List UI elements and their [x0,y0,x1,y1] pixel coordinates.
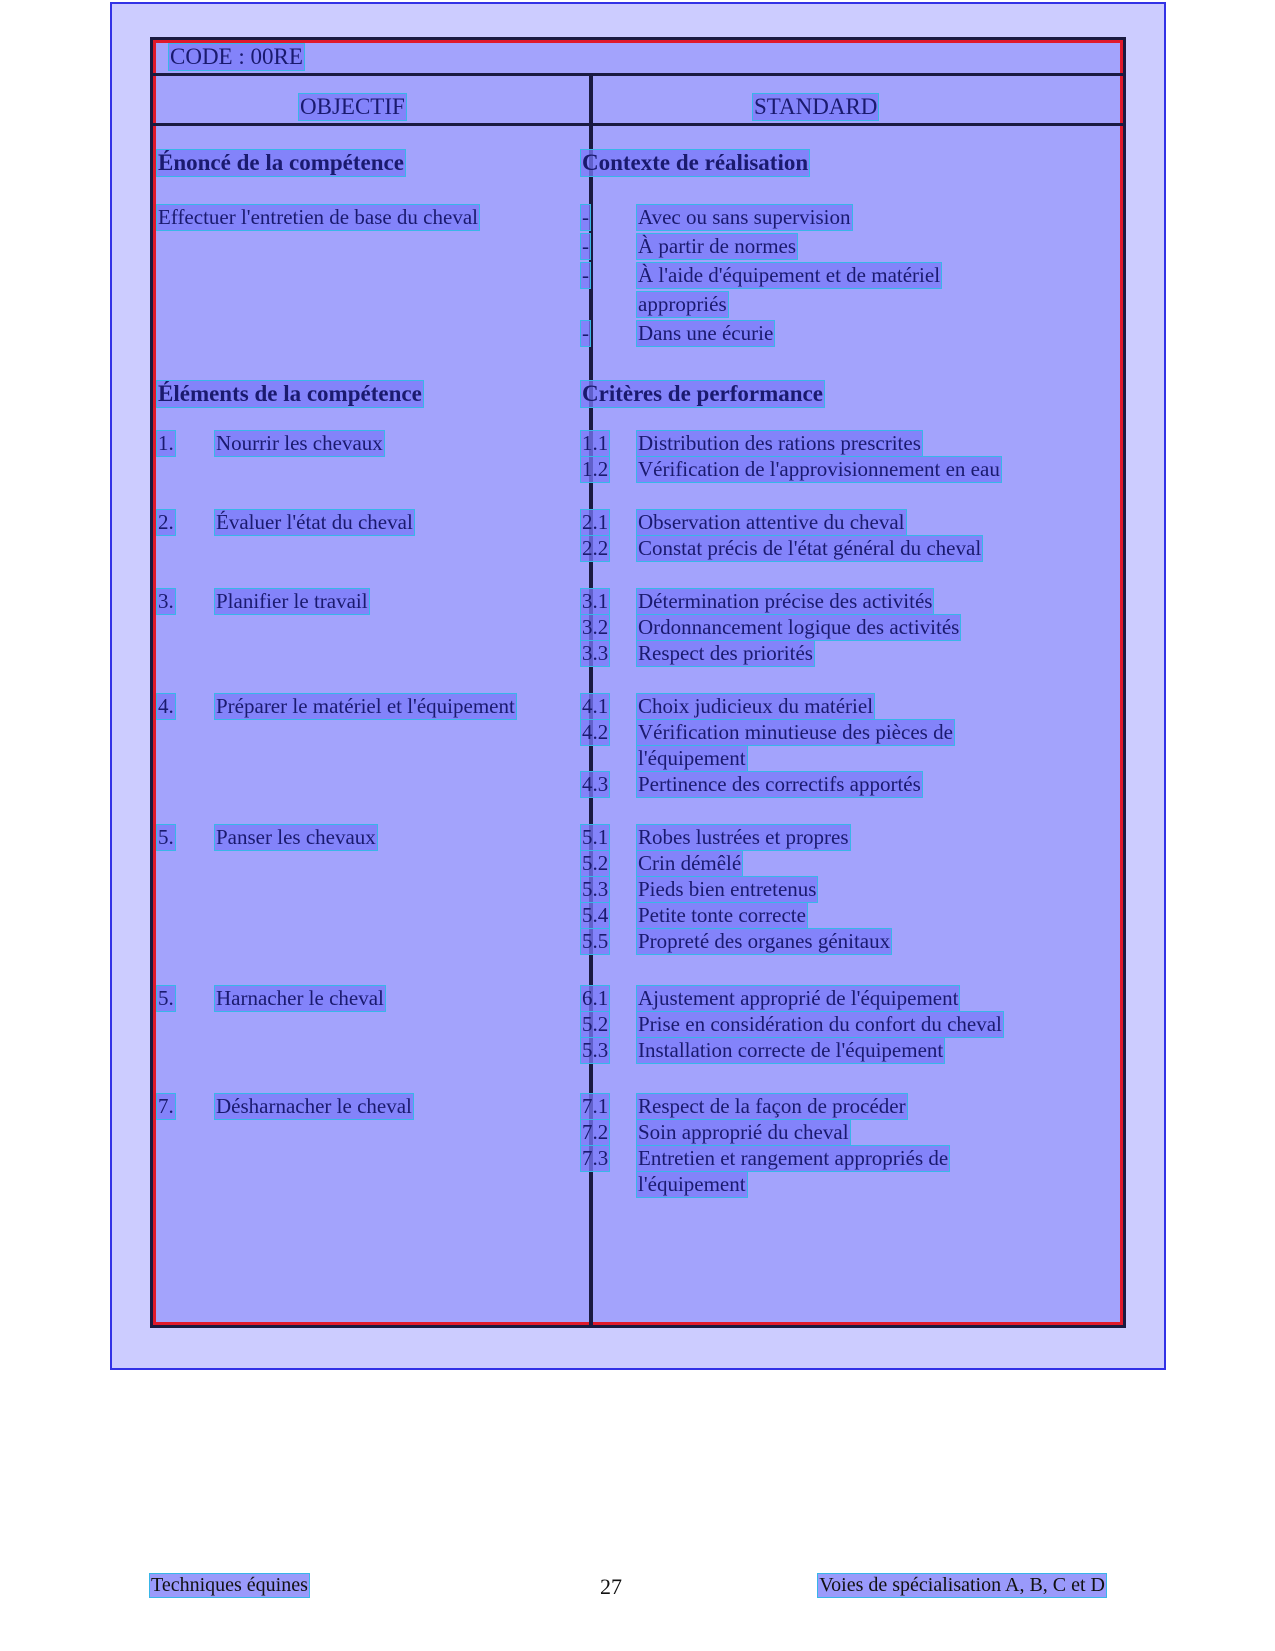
header-top-line [153,73,1123,76]
header-objectif: OBJECTIF [300,94,405,119]
criterion-item-number: 4.3 [582,772,609,796]
element-item-number: 7. [158,1094,174,1118]
criterion-item-text: Petite tonte correcte [638,903,806,927]
section-contexte: Contexte de réalisation [582,150,809,175]
element-item-text: Panser les chevaux [216,825,376,849]
criterion-item-number: 2.2 [582,536,609,560]
criterion-item-text: Constat précis de l'état général du cheval [638,536,982,560]
criterion-item-text: Soin approprié du cheval [638,1120,849,1144]
element-item-number: 3. [158,589,174,613]
section-enonce: Énoncé de la compétence [158,150,404,175]
criterion-item-number: 7.3 [582,1146,609,1170]
element-item-number: 5. [158,986,174,1010]
criterion-item-text: Observation attentive du cheval [638,510,905,534]
criterion-item-text: Ordonnancement logique des activités [638,615,960,639]
criterion-item-text: Respect des priorités [638,641,813,665]
header-standard: STANDARD [754,94,878,119]
criterion-item-text: Robes lustrées et propres [638,825,849,849]
element-item-text: Planifier le travail [216,589,368,613]
criterion-item-text: Pertinence des correctifs apportés [638,772,921,796]
page-footer [150,1574,1106,1598]
criterion-item-number: 5.3 [582,877,609,901]
criterion-item-text: Choix judicieux du matériel [638,694,874,718]
criterion-item-text: l'équipement [638,1172,746,1196]
criterion-item-number: 4.2 [582,720,609,744]
criterion-item-number: 7.2 [582,1120,609,1144]
context-item-number: - [582,205,589,229]
context-item-text: Avec ou sans supervision [638,205,851,229]
element-item-number: 5. [158,825,174,849]
element-item-text: Préparer le matériel et l'équipement [216,694,515,718]
element-item-text: Harnacher le cheval [216,986,384,1010]
criterion-item-number: 2.1 [582,510,609,534]
context-item-text: À partir de normes [638,234,797,258]
element-item-number: 2. [158,510,174,534]
element-item-text: Désharnacher le cheval [216,1094,412,1118]
page-number: 27 [600,1574,622,1599]
element-item-text: Nourrir les chevaux [216,431,383,455]
criterion-item-number: 3.1 [582,589,609,613]
context-item-text: appropriés [638,292,727,316]
header-bottom-line [153,123,1123,126]
criterion-item-text: Distribution des rations prescrites [638,431,921,455]
criterion-item-number: 5.2 [582,1012,609,1036]
criterion-item-number: 1.1 [582,431,609,455]
criterion-item-number: 5.3 [582,1038,609,1062]
context-item-number: - [582,234,589,258]
criterion-item-text: Entretien et rangement appropriés de [638,1146,949,1170]
element-item-number: 1. [158,431,174,455]
competence-table [150,37,1126,1328]
criterion-item-number: 3.3 [582,641,609,665]
criterion-item-number: 1.2 [582,457,609,481]
element-item-number: 4. [158,694,174,718]
element-item-text: Évaluer l'état du cheval [216,510,413,534]
criterion-item-number: 5.5 [582,929,609,953]
criterion-item-text: Ajustement approprié de l'équipement [638,986,959,1010]
criterion-item-text: Crin démêlé [638,851,742,875]
criterion-item-number: 5.4 [582,903,609,927]
footer-left: Techniques équines [151,1574,308,1596]
competence-statement: Effectuer l'entretien de base du cheval [158,205,478,229]
criterion-item-text: Propreté des organes génitaux [638,929,891,953]
criterion-item-text: Pieds bien entretenus [638,877,817,901]
criterion-item-number: 4.1 [582,694,609,718]
context-item-number: - [582,263,589,287]
criterion-item-text: Respect de la façon de procéder [638,1094,906,1118]
section-elements: Éléments de la compétence [158,381,422,406]
criterion-item-text: Installation correcte de l'équipement [638,1038,944,1062]
criterion-item-text: l'équipement [638,746,746,770]
criterion-item-number: 7.1 [582,1094,609,1118]
criterion-item-text: Vérification minutieuse des pièces de [638,720,953,744]
criterion-item-number: 3.2 [582,615,609,639]
context-item-text: Dans une écurie [638,321,774,345]
context-item-number: - [582,321,589,345]
criterion-item-text: Vérification de l'approvisionnement en eau [638,457,1000,481]
section-criteres: Critères de performance [582,381,823,406]
criterion-item-number: 5.2 [582,851,609,875]
code-label: CODE : 00RE [170,44,303,69]
context-item-text: À l'aide d'équipement et de matériel [638,263,941,287]
criterion-item-text: Prise en considération du confort du cheval [638,1012,1002,1036]
criterion-item-number: 5.1 [582,825,609,849]
criterion-item-number: 6.1 [582,986,609,1010]
footer-right: Voies de spécialisation A, B, C et D [819,1574,1105,1596]
criterion-item-text: Détermination précise des activités [638,589,933,613]
